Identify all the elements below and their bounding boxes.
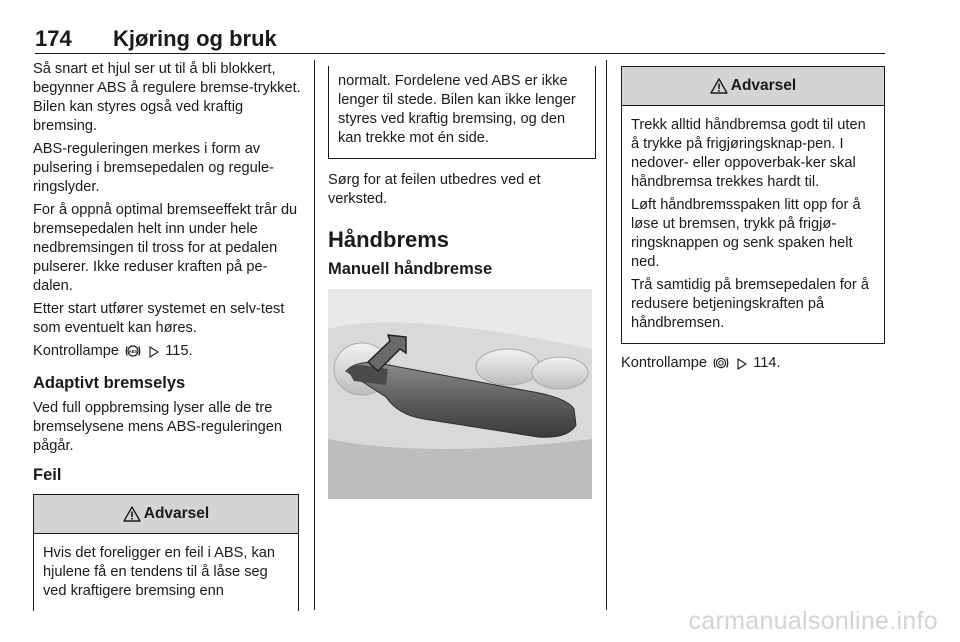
column-1 <box>33 60 301 491</box>
paragraph: Etter start utfører systemet en selv-test som eventuelt kan høres. <box>33 301 285 336</box>
header-rule <box>35 53 885 54</box>
warning-text: normalt. Fordelene ved ABS er ikke lenger til stede. Bilen kan ikke lenger styres ved kraftig bremsing, og den kan trekke mot én side. <box>338 73 576 146</box>
column-divider <box>606 60 607 610</box>
section-heading: Feil <box>33 466 62 484</box>
page-ref: 114. <box>753 355 781 371</box>
warning-continuation-box <box>328 66 596 159</box>
column-divider <box>314 60 315 610</box>
paragraph: Ved full oppbremsing lyser alle de tre bremselysene mens ABS-reguleringen pågår. <box>33 400 283 454</box>
page-ref-triangle-icon <box>149 345 159 364</box>
page-header <box>35 26 885 54</box>
warning-body <box>34 534 298 611</box>
warning-title: Advarsel <box>143 505 210 522</box>
warning-header <box>622 67 884 106</box>
lamp-reference <box>33 342 301 364</box>
watermark: carmanualsonline.info <box>688 607 938 635</box>
warning-box <box>621 66 885 344</box>
column-2 <box>328 66 596 499</box>
paragraph: ABS-reguleringen merkes i form av pulsering i bremsepedalen og regule-ringslyder. <box>33 141 274 195</box>
section-heading: Adaptivt bremselys <box>33 374 186 392</box>
warning-body <box>622 106 884 343</box>
chapter-title: Kjøring og bruk <box>113 26 277 51</box>
warning-header <box>34 495 298 534</box>
warning-text: Trekk alltid håndbremsa godt til uten å trykke på frigjøringsknap-pen. I nedover- eller oppoverbak-ker skal håndbremsa trekkes hardt til. <box>631 117 866 190</box>
handbrake-illustration <box>328 289 592 499</box>
brake-lamp-icon <box>713 356 729 376</box>
lamp-label: Kontrollampe <box>621 355 707 371</box>
page-ref-triangle-icon <box>737 357 747 376</box>
paragraph: For å oppnå optimal bremseeffekt trår du bremsepedalen helt inn under hele nedbremsingen til tross for at pedalen pulserer. Ikke reduser kraften på pe-dalen. <box>33 202 298 294</box>
paragraph: Så snart et hjul ser ut til å bli blokkert, begynner ABS å regulere bremse-trykket. Bilen kan styres også ved kraftig bremsing. <box>33 61 301 134</box>
page-number: 174 <box>35 26 72 51</box>
warning-triangle-icon <box>710 78 728 94</box>
abs-lamp-icon <box>125 344 141 364</box>
lamp-label: Kontrollampe <box>33 343 119 359</box>
warning-text: Trå samtidig på bremsepedalen for å redusere betjeningskraften på håndbremsen. <box>631 277 869 331</box>
paragraph: Sørg for at feilen utbedres ved et verksted. <box>328 172 541 207</box>
warning-box <box>33 494 299 611</box>
handbrake-photo <box>328 289 592 499</box>
warning-text: Hvis det foreligger en feil i ABS, kan hjulene få en tendens til å låse seg ved kraftigere bremsing enn <box>43 545 275 599</box>
page-ref: 115. <box>165 343 193 359</box>
column-3 <box>621 66 889 380</box>
warning-text: Løft håndbremsspaken litt opp for å løse ut bremsen, trykk på frigjø-ringsknappen og senk spaken helt ned. <box>631 197 861 270</box>
warning-triangle-icon <box>123 506 141 522</box>
section-heading: Håndbrems <box>328 227 450 252</box>
lamp-reference <box>621 354 889 376</box>
subsection-heading: Manuell håndbremse <box>328 260 493 278</box>
svg-text:ABS: ABS <box>128 348 138 354</box>
warning-title: Advarsel <box>730 77 797 94</box>
